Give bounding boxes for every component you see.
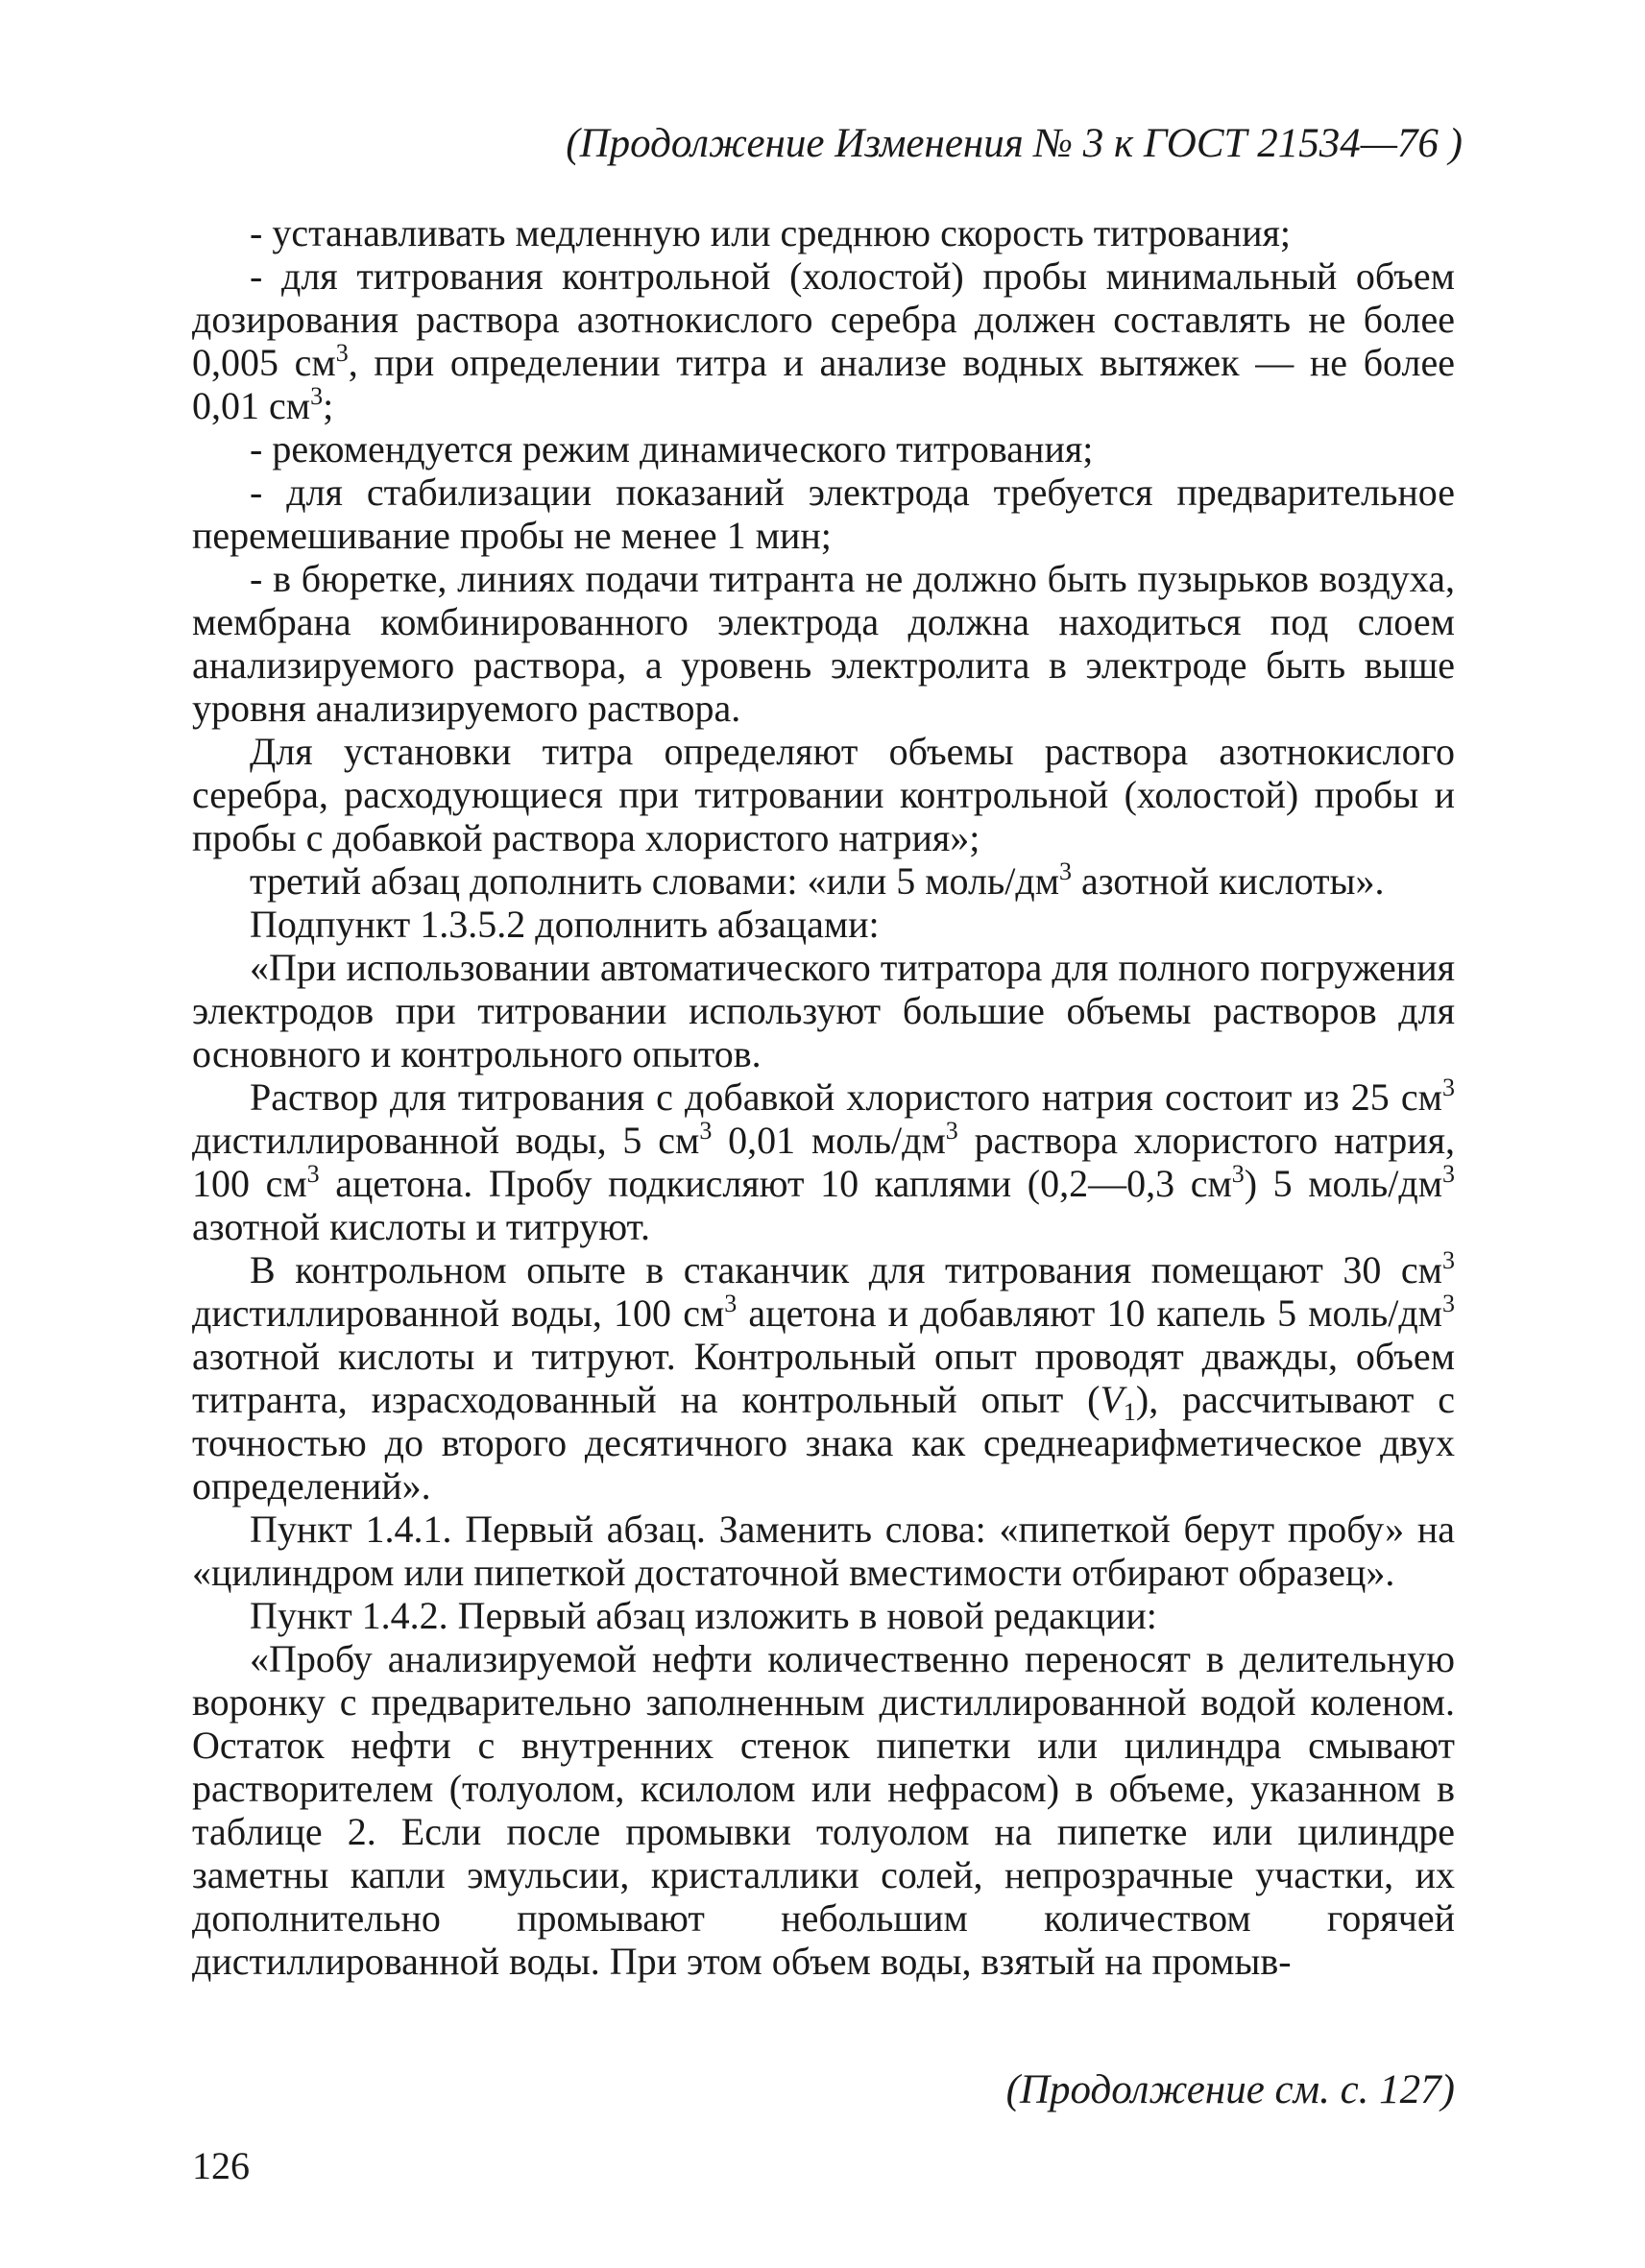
paragraph-burette-bubbles: - в бюретке, линиях подачи титранта не должно быть пузырьков воздуха, мембрана комбинированного электрода должна находиться под слоем анализируемого раствора, а уровень электролита в электроде быть выше уровня анализируемого раствора. [192, 557, 1455, 730]
paragraph-third-paragraph-addition: третий абзац дополнить словами: «или 5 моль/$дм^3$ азотной кислоты». [250, 857, 1385, 903]
continuation-note: (Продолжение см. с. 127) [1005, 2067, 1455, 2112]
paragraph-clause-141: Пункт 1.4.1. Первый абзац. Заменить слова: «пипеткой берут пробу» на «цилиндром или пипеткой достаточной вместимости отбирают образец». [192, 1508, 1455, 1594]
paragraph-titer-setting: Для установки титра определяют объемы раствора азотнокислого серебра, расходующиеся при титровании контрольной (холостой) пробы и пробы с добавкой раствора хлористого натрия»; [192, 730, 1455, 859]
paragraph-control-experiment: В контрольном опыте в стаканчик для титрования помещают 30 $см^3$ дистиллированной воды, 100 $см^3$ ацетона и добавляют 10 капель 5 моль/$дм^3$ азотной кислоты и титруют. Контрольный опыт проводят дважды, объем титранта, израсходованный на контрольный опыт $(V_1)$, рассчитывают с точностью до второго десятичного знака как среднеарифметическое двух определений». [192, 1246, 1455, 1508]
paragraph-dynamic-mode: - рекомендуется режим динамического титрования; [250, 427, 1094, 470]
page-header-continuation: (Продолжение Изменения № 3 к ГОСТ 21534—76 ) [566, 121, 1463, 166]
paragraph-titration-solution: Раствор для титрования с добавкой хлористого натрия состоит из 25 $см^3$ дистиллированной воды, 5 $см^3$ 0,01 моль/$дм^3$ раствора хлористого натрия, 100 $см^3$ ацетона. Пробу подкисляют 10 каплями (0,2—0,3 $см^3$) 5 моль/$дм^3$ азотной кислоты и титруют. [192, 1074, 1456, 1248]
paragraph-clause-142: Пункт 1.4.2. Первый абзац изложить в новой редакции: [250, 1594, 1157, 1637]
paragraph-subclause-1352: Подпункт 1.3.5.2 дополнить абзацами: [250, 903, 880, 946]
paragraph-sample-transfer: «Пробу анализируемой нефти количественно переносят в делительную воронку с предварительно заполненным дистиллированной водой коленом. Остаток нефти с внутренних стенок пипетки или цилиндра смывают растворителем (толуолом, ксилолом или нефрасом) в объеме, указанном в таблице 2. Если после промывки толуолом на пипетке или цилиндре заметны капли эмульсии, кристаллики солей, непрозрачные участки, их дополнительно промывают небольшим количеством горячей дистиллированной воды. При этом объем воды, взятый на промыв- [192, 1637, 1455, 1983]
paragraph-blank-dosing: - для титрования контрольной (холостой) пробы минимальный объем дозирования раствора азотнокислого серебра должен составлять не более 0,005 $см^3$, при определении титра и анализе водных вытяжек — не более 0,01 $см^3$; [192, 254, 1455, 427]
paragraph-automatic-titrator: «При использовании автоматического титратора для полного погружения электродов при титровании используют большие объемы растворов для основного и контрольного опытов. [192, 946, 1455, 1075]
paragraph-electrode-stabilization: - для стабилизации показаний электрода требуется предварительное перемешивание пробы не менее 1 мин; [192, 470, 1455, 557]
paragraph-titration-speed: - устанавливать медленную или среднюю скорость титрования; [250, 211, 1291, 254]
document-body [192, 211, 1455, 1983]
page-number: 126 [192, 2144, 250, 2187]
